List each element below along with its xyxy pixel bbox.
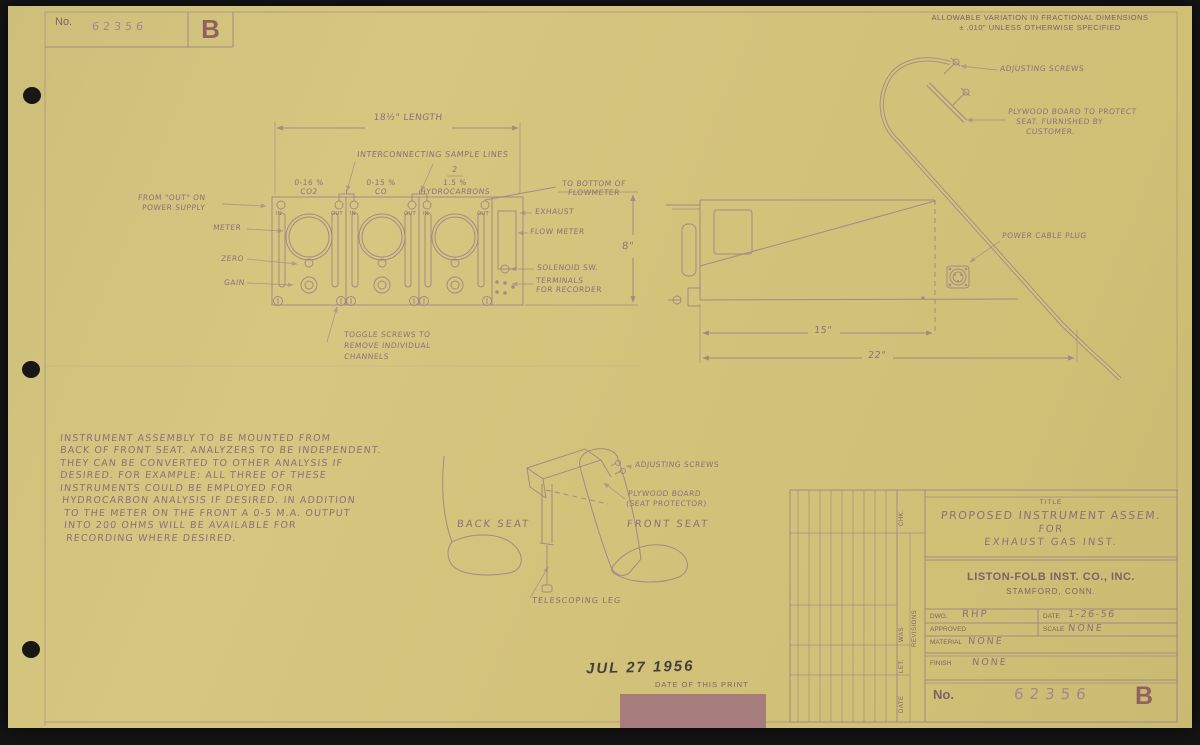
- flowmeter-label: FLOW METER: [529, 227, 586, 236]
- note-line: INTO 200 OHMS WILL BE AVAILABLE FOR: [63, 520, 298, 531]
- in-port-label-1: IN: [276, 211, 282, 217]
- length-dimension: 18½" LENGTH: [373, 113, 444, 123]
- approved-label: APPROVED: [930, 626, 967, 633]
- power-supply-label-line1: FROM "OUT" ON: [137, 193, 207, 202]
- meter-label: METER: [212, 223, 242, 232]
- material-label: MATERIAL: [930, 639, 963, 646]
- finish-label: FINISH: [930, 660, 952, 667]
- finish-value: NONE: [971, 657, 1009, 668]
- title-line3: EXHAUST GAS INST.: [983, 537, 1119, 548]
- height-dimension: 8": [621, 241, 635, 252]
- note-line: BACK OF FRONT SEAT. ANALYZERS TO BE INDEPENDENT.: [59, 445, 383, 456]
- channel1-range: 0-16 %: [293, 178, 325, 187]
- adjusting-screws-label-seat: ADJUSTING SCREWS: [634, 460, 720, 469]
- print-date-caption: DATE OF THIS PRINT: [655, 680, 749, 689]
- company-location: STAMFORD, CONN.: [1006, 587, 1096, 596]
- flow-top-label-line1: TO BOTTOM OF: [561, 179, 627, 188]
- channel3-gas: HYDROCARBONS: [419, 187, 491, 196]
- gain-label: GAIN: [223, 278, 246, 287]
- note-line: RECORDING WHERE DESIRED.: [65, 533, 238, 544]
- note-line: TO THE METER ON THE FRONT A 0-5 M.A. OUTPUT: [63, 508, 352, 519]
- company-name: LISTON-FOLB INST. CO., INC.: [967, 571, 1135, 583]
- adjusting-screws-label-side: ADJUSTING SCREWS: [999, 64, 1085, 73]
- overall-dimension: 22": [867, 350, 887, 361]
- out-port-label-3: OUT: [477, 211, 489, 217]
- channel1-gas: CO2: [299, 187, 319, 196]
- in-port-label-2: IN: [350, 211, 356, 217]
- dwg-value: RHP: [961, 609, 989, 620]
- revision-col-chk: CHK.: [899, 509, 905, 526]
- power-supply-label-line2: POWER SUPPLY: [141, 203, 206, 212]
- front-seat-label: FRONT SEAT: [626, 519, 710, 530]
- sheet-frame: [45, 12, 1177, 726]
- number-value-bottom: 62356: [1013, 685, 1093, 703]
- channel2-range: 0-15 %: [365, 178, 397, 187]
- date-label: DATE: [1043, 613, 1060, 620]
- revision-col-date: DATE: [899, 695, 905, 713]
- channel2-gas: CO: [374, 187, 388, 196]
- exhaust-label: EXHAUST: [534, 207, 575, 216]
- channel3-range: 1.5 %: [442, 178, 468, 187]
- revision-col-revisions: REVISIONS: [912, 609, 918, 647]
- plywood-note-line2: SEAT. FURNISHED BY: [1015, 117, 1104, 126]
- revision-col-let: LET.: [899, 658, 905, 673]
- out-port-label-1: OUT: [331, 211, 343, 217]
- width-dimension: 15": [813, 325, 833, 336]
- sample-lines-qty: 2: [451, 165, 459, 174]
- scale-value: NONE: [1067, 623, 1105, 634]
- title-line2: FOR: [1037, 524, 1065, 535]
- title-label: TITLE: [1039, 499, 1063, 506]
- scale-label: SCALE: [1043, 626, 1065, 633]
- solenoid-label: SOLENOID SW.: [536, 263, 599, 272]
- zero-label: ZERO: [220, 254, 245, 263]
- tolerance-note-line2: ± .010" UNLESS OTHERWISE SPECIFIED: [959, 23, 1121, 32]
- number-label-bottom: No.: [933, 687, 954, 702]
- plywood-note-line3: CUSTOMER.: [1025, 127, 1076, 136]
- flow-top-label-line2: FLOWMETER: [567, 188, 621, 197]
- terminals-label-line2: FOR RECORDER: [535, 285, 603, 294]
- note-line: THEY CAN BE CONVERTED TO OTHER ANALYSIS IF: [59, 458, 344, 469]
- revision-stamp-top: B: [201, 14, 220, 44]
- note-line: HYDROCARBON ANALYSIS IF DESIRED. IN ADDITION: [61, 495, 357, 506]
- date-value: 1-26-56: [1067, 609, 1117, 620]
- out-port-label-2: OUT: [404, 211, 416, 217]
- toggle-note-line2: REMOVE INDIVIDUAL: [343, 341, 432, 350]
- note-line: INSTRUMENTS COULD BE EMPLOYED FOR: [59, 483, 295, 494]
- revision-stamp-bottom: B: [1135, 682, 1154, 710]
- note-line: INSTRUMENT ASSEMBLY TO BE MOUNTED FROM: [59, 433, 332, 444]
- terminals-label-line1: TERMINALS: [535, 276, 584, 285]
- tolerance-note-line1: ALLOWABLE VARIATION IN FRACTIONAL DIMENSIONS: [931, 13, 1149, 22]
- toggle-note-line3: CHANNELS: [343, 352, 390, 361]
- sheet-number-value: 62356: [91, 20, 148, 33]
- obscured-stamp-block: [620, 694, 766, 728]
- revision-col-was: WAS: [899, 627, 905, 642]
- dwg-label: DWG.: [930, 613, 948, 620]
- title-block-grid: [790, 490, 1177, 722]
- plywood-note-line1: PLYWOOD BOARD TO PROTECT: [1007, 107, 1138, 116]
- interconnecting-sample-lines-label: INTERCONNECTING SAMPLE LINES: [356, 150, 509, 159]
- material-value: NONE: [967, 636, 1005, 647]
- telescoping-leg-label: TELESCOPING LEG: [531, 596, 622, 605]
- sheet-number-label: No.: [55, 16, 73, 28]
- print-date-stamp: JUL 27 1956: [585, 657, 695, 678]
- plywood-board-label-line2: (SEAT PROTECTOR): [625, 499, 708, 508]
- toggle-note-line1: TOGGLE SCREWS TO: [343, 330, 431, 339]
- power-cable-plug-label: POWER CABLE PLUG: [1001, 231, 1088, 240]
- back-seat-label: BACK SEAT: [456, 519, 531, 530]
- in-port-label-3: IN: [423, 211, 429, 217]
- title-line1: PROPOSED INSTRUMENT ASSEM.: [940, 509, 1162, 522]
- note-line: DESIRED. FOR EXAMPLE: ALL THREE OF THESE: [59, 470, 328, 481]
- plywood-board-label-line1: PLYWOOD BOARD: [627, 489, 702, 498]
